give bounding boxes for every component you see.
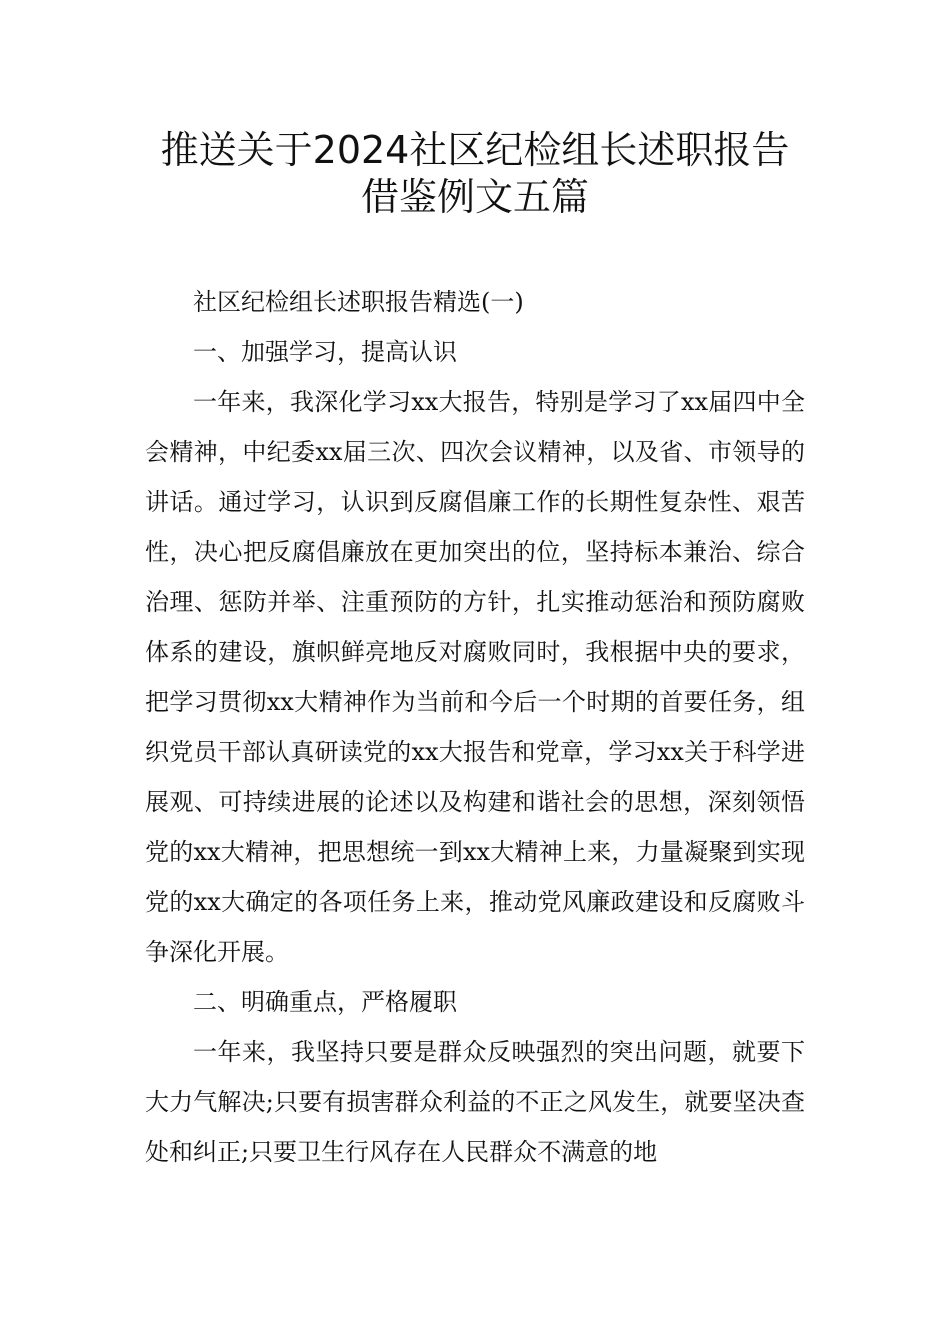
- document-title-line-2: 借鉴例文五篇: [360, 175, 589, 219]
- subheading-2: 二、明确重点，严格履职: [193, 988, 457, 1016]
- paragraph-1: 一年来，我深化学习xx大报告，特别是学习了xx届四中全会精神，中纪委xx届三次、四次会议精神，以及省、市领导的讲话。通过学习，认识到反腐倡廉工作的长期性复杂性、艰苦性，决心把反腐倡廉放在更加突出的位，坚持标本兼治、综合治理、惩防并举、注重预防的方针，扎实推动惩治和预防腐败体系的建设，旗帜鲜亮地反对腐败同时，我根据中央的要求，把学习贯彻xx大精神作为当前和今后一个时期的首要任务，组织党员干部认真研读党的xx大报告和党章，学习xx关于科学进展观、可持续进展的论述以及构建和谐社会的思想，深刻领悟党的xx大精神，把思想统一到xx大精神上来，力量凝聚到实现党的xx大确定的各项任务上来，推动党风廉政建设和反腐败斗争深化开展。: [145, 388, 805, 966]
- subheading-1: 一、加强学习，提高认识: [193, 338, 457, 366]
- paragraph-2: 一年来，我坚持只要是群众反映强烈的突出问题，就要下大力气解决;只要有损害群众利益的不正之风发生，就要坚决查处和纠正;只要卫生行风存在人民群众不满意的地: [145, 1038, 805, 1166]
- section-heading: 社区纪检组长述职报告精选(一): [193, 288, 524, 316]
- document-title-line-1: 推送关于2024社区纪检组长述职报告: [160, 128, 790, 172]
- document-body: [145, 277, 805, 1177]
